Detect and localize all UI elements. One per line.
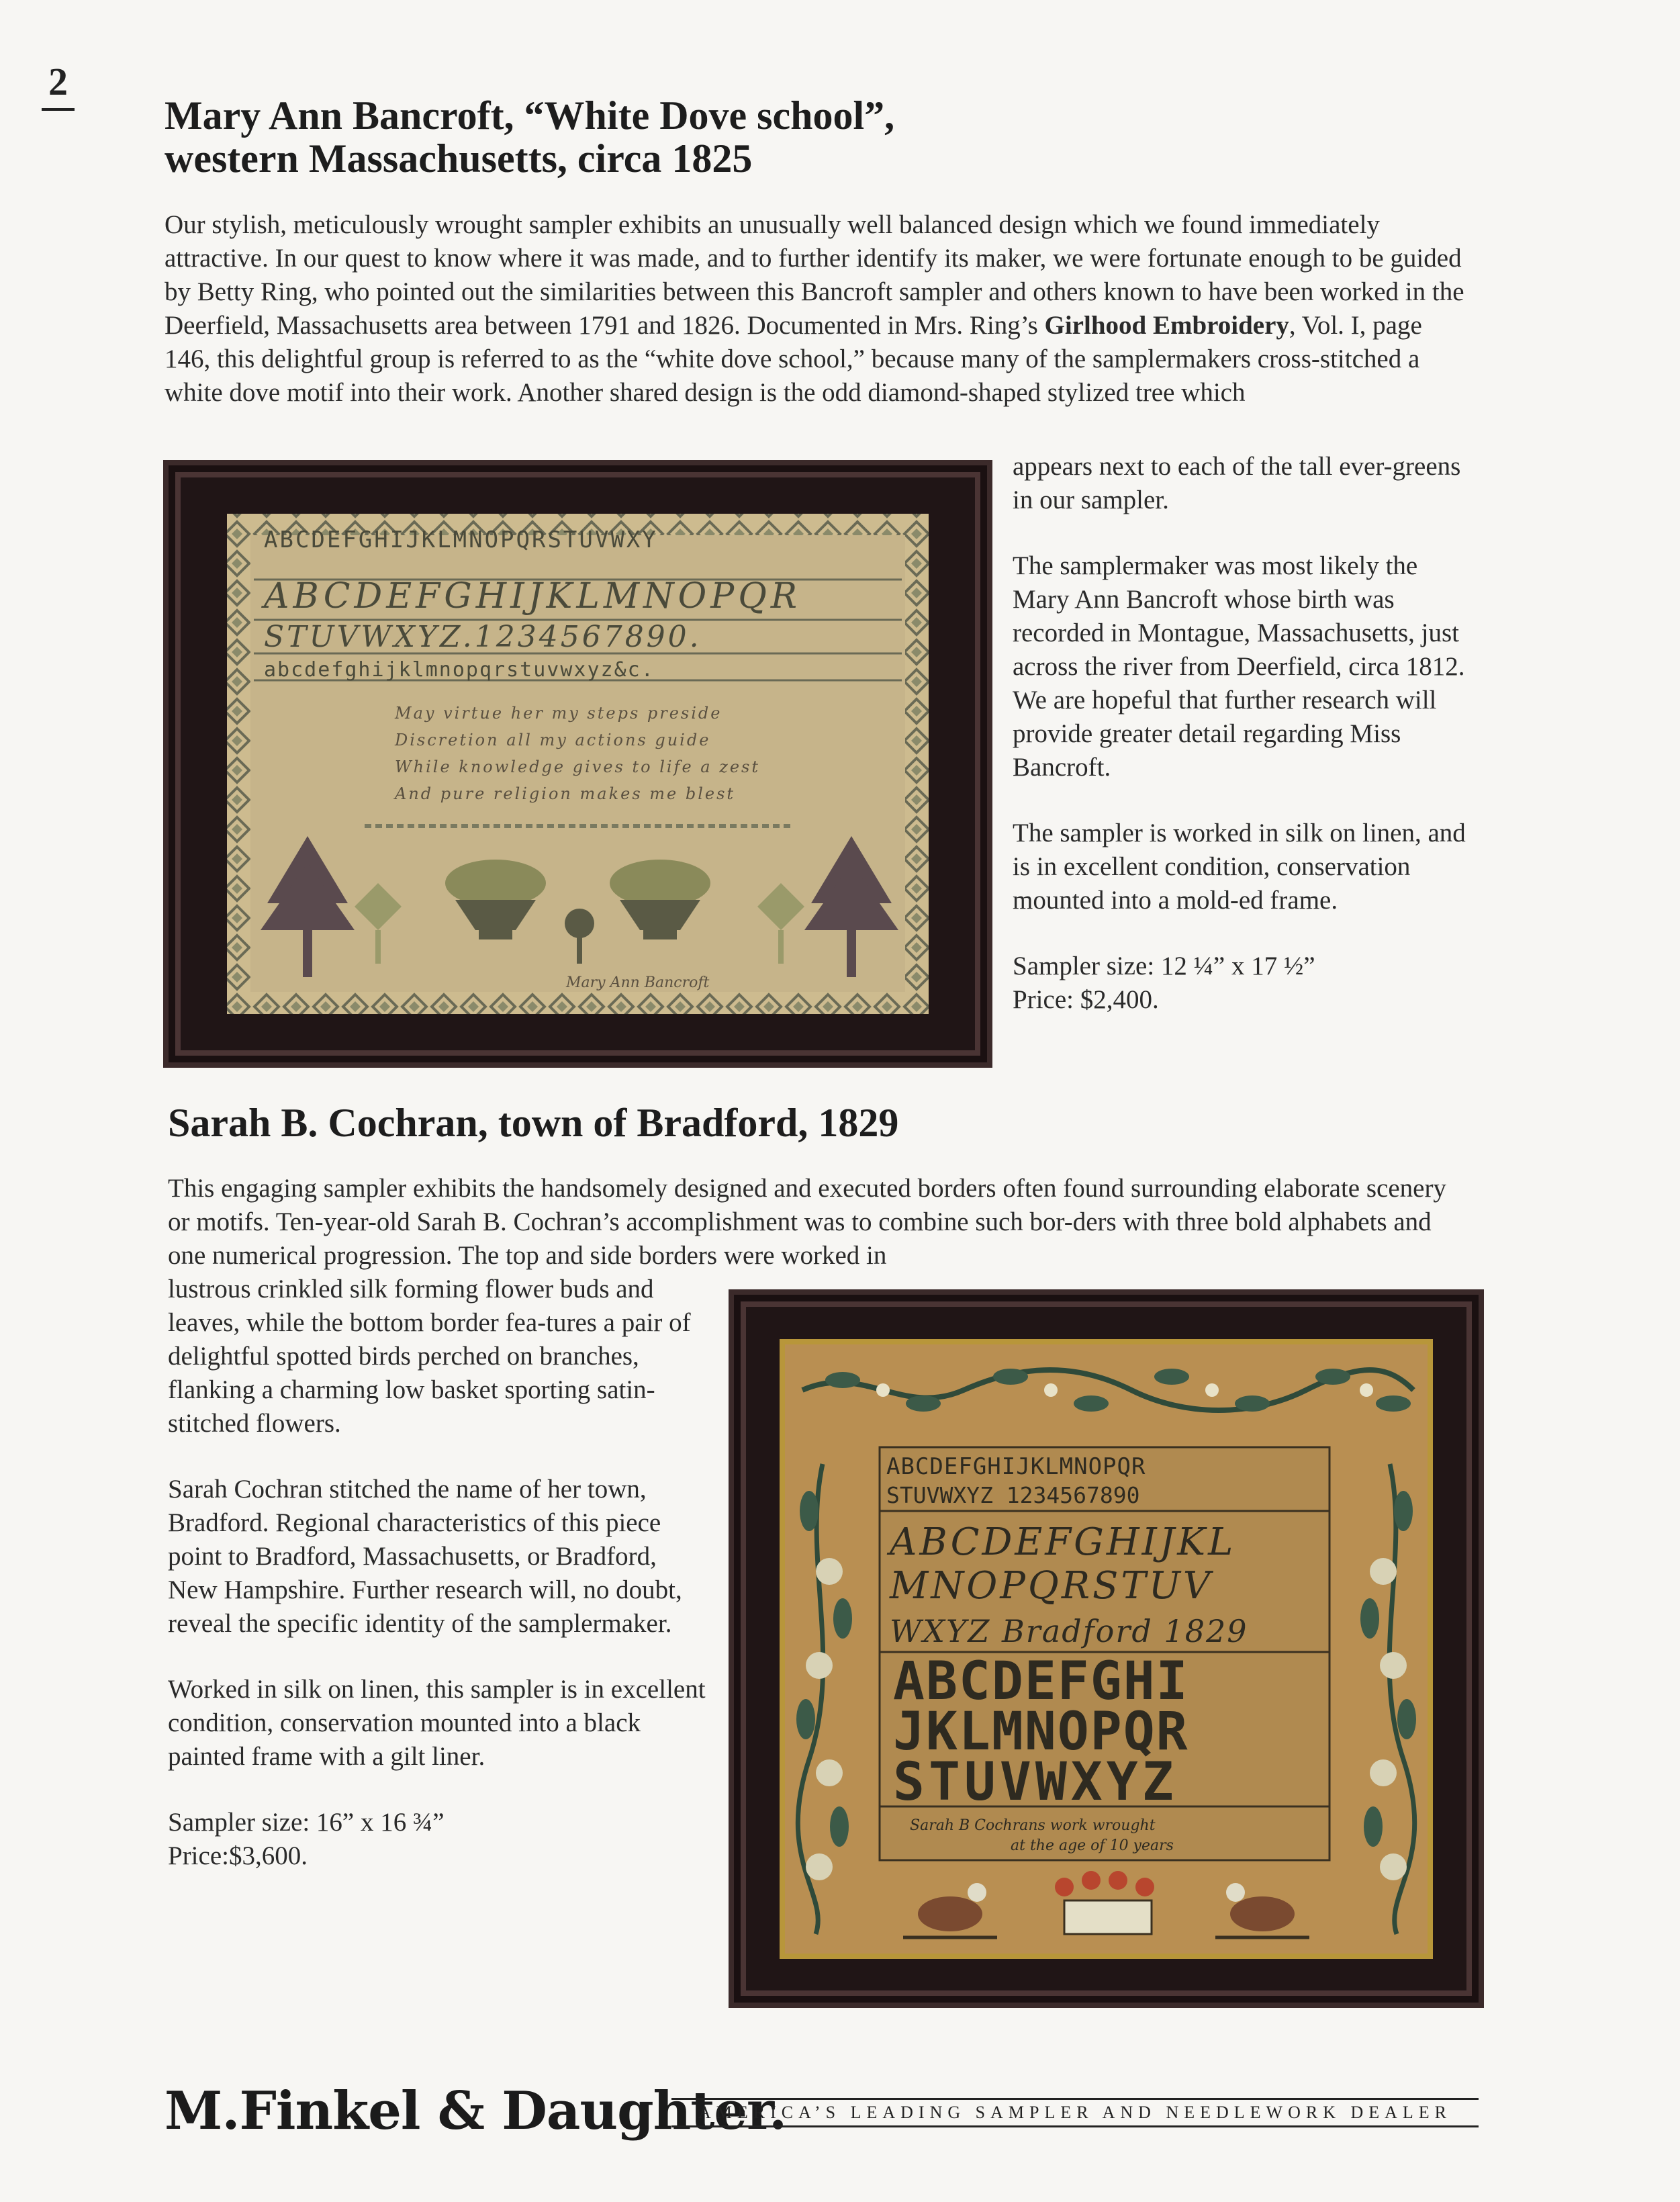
sampler2-row2: STUVWXYZ 1234567890	[886, 1482, 1140, 1508]
sampler2-caption1: Sarah B Cochrans work wrought	[910, 1817, 1156, 1834]
article2-price: Price:$3,600.	[168, 1841, 308, 1870]
article1-side-p2: The samplermaker was most likely the Mary Ann Bancroft whose birth was recorded in Montague, Massachusetts, just across the river from Deerfield, circa 1812. We are hopeful that further research will provide greater detail regarding Miss Bancroft.	[1013, 551, 1465, 782]
bancroft-sampler-image	[163, 460, 992, 1068]
article2-side-p2: Sarah Cochran stitched the name of her town, Bradford. Regional characteristics of this piece point to Bradford, Massachusetts, or Bradford, New Hampshire. Further research will, no doubt, reveal the specific identity of the samplermaker.	[168, 1475, 682, 1638]
sampler2-row3: ABCDEFGHIJKL	[890, 1520, 1236, 1564]
article1-title-line1: Mary Ann Bancroft, “White Dove school”,	[165, 93, 895, 138]
sampler1-row4: abcdefghijklmnopqrstuvwxyz&c.	[264, 658, 655, 682]
sampler1-verse1: May virtue her my steps preside	[395, 704, 722, 723]
sampler1-verse2: Discretion all my actions guide	[395, 731, 711, 749]
sampler1-verse3: While knowledge gives to life a zest	[395, 758, 761, 776]
company-tagline: AMERICA’S LEADING SAMPLER AND NEEDLEWORK DEALER	[671, 2098, 1479, 2127]
sampler2-row6: ABCDEFGHI	[893, 1651, 1189, 1712]
article1-intro: Our stylish, meticulously wrought sampler exhibits an unusually well balanced design which we found immediately attractive. In our quest to know where it was made, and to further identify its maker, we were fortunate enough to be guided by Betty Ring, who pointed out the similarities between this Bancroft sampler and others known to have been worked in the Deerfield, Massachusetts area between 1791 and 1826. Documented in Mrs. Ring’s Girlhood Embroidery, Vol. I, page 146, this delightful group is referred to as the “white dove school,” because many of the samplermakers cross-stitched a white dove motif into their work. Another shared design is the odd diamond-shaped stylized tree which	[165, 210, 1464, 407]
article1-side-p3: The sampler is worked in silk on linen, and is in excellent condition, conservation mounted into a mold-ed frame.	[1013, 819, 1466, 915]
sampler2-row1: ABCDEFGHIJKLMNOPQR	[886, 1453, 1146, 1480]
company-logo: M.Finkel & Daughter.	[165, 2080, 787, 2142]
article2-side-text	[168, 1273, 712, 1873]
sampler2-caption2: at the age of 10 years	[1011, 1837, 1174, 1854]
article2-intro: This engaging sampler exhibits the handsomely designed and executed borders often found surrounding elaborate scenery or motifs. Ten-year-old Sarah B. Cochran’s accomplishment was to combine such bor-ders with three bold alphabets and one numerical progression. The top and side borders were worked in	[168, 1174, 1446, 1270]
article2-size: Sampler size: 16” x 16 ¾”	[168, 1808, 445, 1837]
sampler1-signature: Mary Ann Bancroft	[566, 974, 710, 991]
article1-size: Sampler size: 12 ¼” x 17 ½”	[1013, 952, 1315, 980]
cochran-sampler-art	[729, 1289, 1484, 2008]
sampler2-row8: STUVWXYZ	[893, 1752, 1178, 1813]
article2-title: Sarah B. Cochran, town of Bradford, 1829	[168, 1101, 899, 1145]
sampler1-row1: ABCDEFGHIJKLMNOPQRSTUVWXY	[264, 526, 658, 553]
article1-side-text	[1013, 450, 1476, 1017]
article1-price: Price: $2,400.	[1013, 985, 1159, 1014]
article1-title-line2: western Massachusetts, circa 1825	[165, 136, 753, 181]
sampler1-row2: ABCDEFGHIJKLMNOPQR	[264, 576, 802, 616]
page-number: 2	[42, 59, 75, 111]
cochran-sampler-image	[729, 1289, 1484, 2008]
book-title: Girlhood Embroidery	[1044, 311, 1289, 340]
sampler2-row7: JKLMNOPQR	[893, 1702, 1189, 1762]
sampler2-row5: WXYZ Bradford 1829	[890, 1613, 1248, 1649]
sampler1-row3: STUVWXYZ.1234567890.	[264, 620, 702, 654]
sampler1-verse4: And pure religion makes me blest	[395, 784, 736, 803]
sampler2-row4: MNOPQRSTUV	[890, 1564, 1213, 1608]
article2-side-p3: Worked in silk on linen, this sampler is in excellent condition, conservation mounted into a black painted frame with a gilt liner.	[168, 1675, 706, 1771]
article1-side-p1: appears next to each of the tall ever-greens in our sampler.	[1013, 452, 1461, 514]
bancroft-sampler-art	[163, 460, 992, 1068]
article1-title	[165, 94, 1440, 180]
article2-side-p1: lustrous crinkled silk forming flower buds and leaves, while the bottom border fea-tures a pair of delightful spotted birds perched on branches, flanking a charming low basket sporting satin-stitched flowers.	[168, 1275, 691, 1438]
